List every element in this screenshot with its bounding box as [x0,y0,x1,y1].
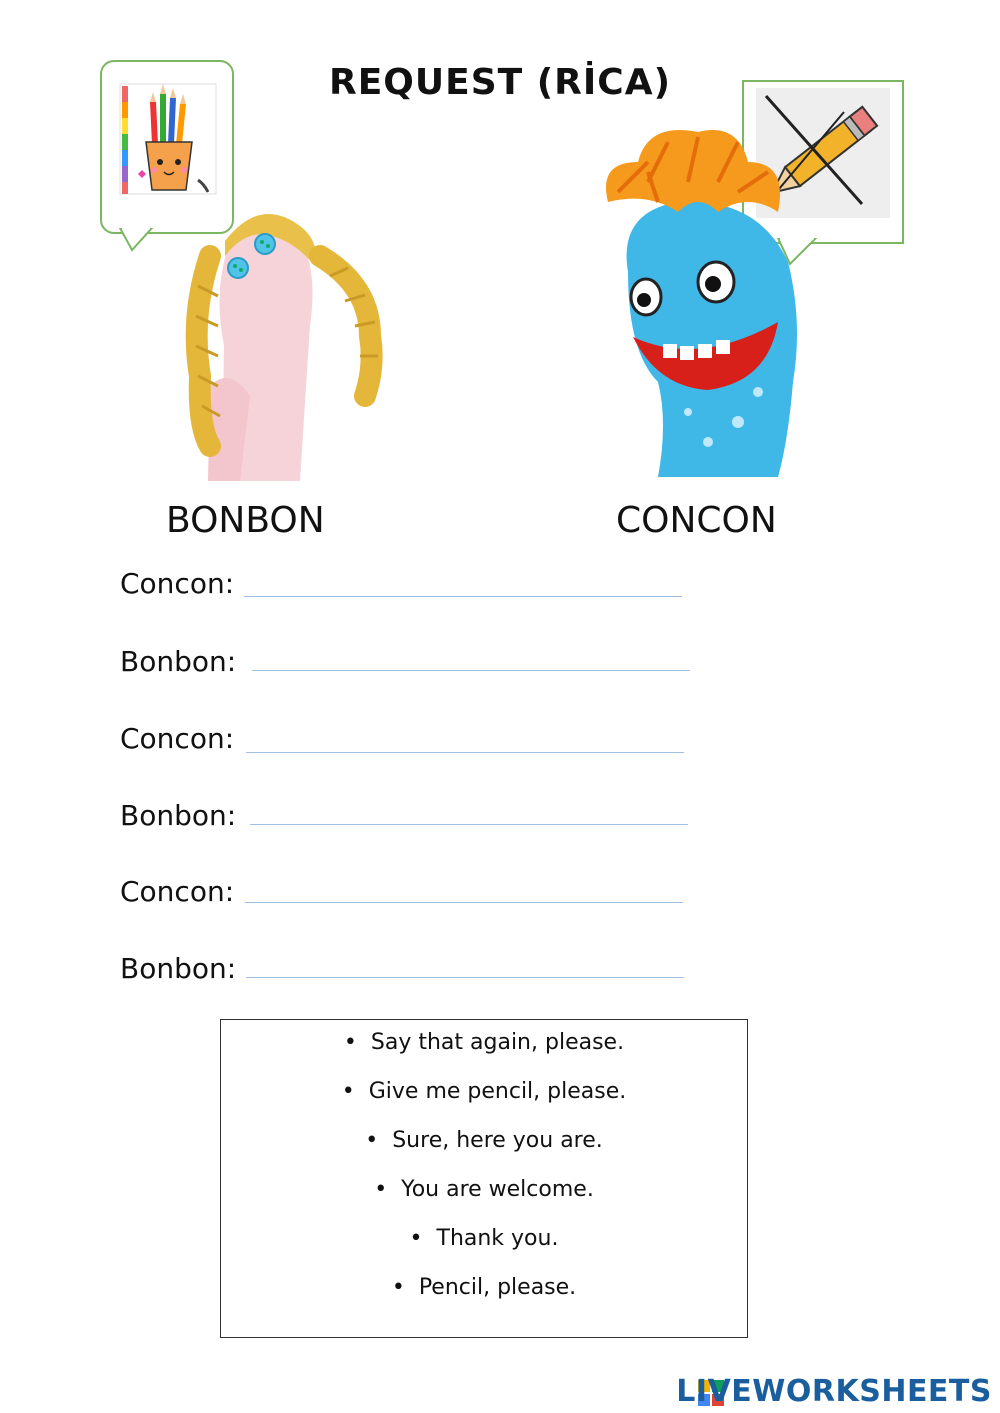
word-bank-text: Thank you. [436,1226,559,1251]
concon-puppet-image [588,122,818,482]
word-bank-item: • Give me pencil, please. [341,1079,627,1104]
word-bank-text: Pencil, please. [418,1275,577,1300]
dialogue-answer-line-1[interactable] [244,596,682,597]
dialogue-answer-line-2[interactable] [252,670,690,671]
dialogue-speaker-2: Bonbon: [120,645,237,678]
dialogue-speaker-3: Concon: [120,722,235,755]
dialogue-answer-line-5[interactable] [245,902,683,903]
word-bank-text: Say that again, please. [370,1030,625,1055]
word-bank-text: Sure, here you are. [392,1128,603,1153]
page-title: REQUEST (RİCA) [328,62,672,103]
word-bank-item: • Pencil, please. [391,1275,577,1300]
dialogue-speaker-6: Bonbon: [120,952,237,985]
word-bank-item: • You are welcome. [374,1177,594,1202]
dialogue-speaker-4: Bonbon: [120,799,237,832]
liveworksheets-brand[interactable]: LIVEWORKSHEETS [676,1374,992,1409]
speech-bubble-left-tail [118,228,158,252]
dialogue-answer-line-4[interactable] [250,824,688,825]
word-bank-item: • Sure, here you are. [365,1128,603,1153]
bonbon-puppet-image [170,196,400,481]
word-bank-item: • Say that again, please. [343,1030,625,1055]
word-bank-item: • Thank you. [409,1226,559,1251]
word-bank-text: Give me pencil, please. [368,1079,627,1104]
dialogue-answer-line-3[interactable] [246,752,684,753]
word-bank-box [220,1019,748,1338]
dialogue-speaker-1: Concon: [120,567,235,600]
concon-name: CONCON [616,500,777,541]
dialogue-speaker-5: Concon: [120,875,235,908]
bonbon-name: BONBON [166,500,325,541]
word-bank-text: You are welcome. [401,1177,594,1202]
dialogue-answer-line-6[interactable] [246,977,684,978]
